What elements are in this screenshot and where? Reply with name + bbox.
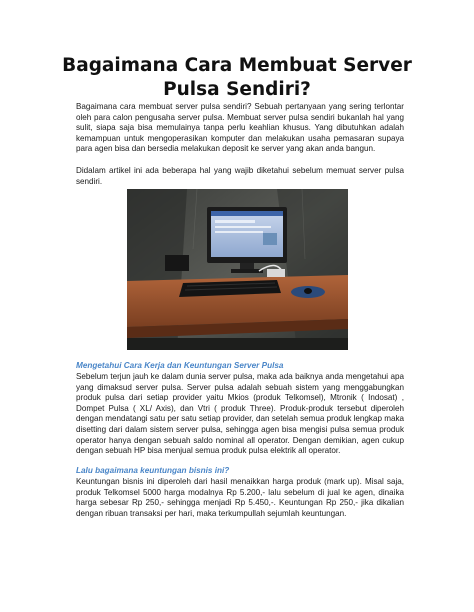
title-line-1: Bagaimana Cara Membuat Server [62, 55, 412, 76]
computer-desk-photo [127, 189, 348, 350]
title-line-2: Pulsa Sendiri? [163, 79, 311, 100]
section-2-paragraph: Keuntungan bisnis ini diperoleh dari hasil menaikkan harga produk (mark up). Misal saja, produk Telkomsel 5000 harga modalnya Rp 5.200,- lalu sebelum di jual ke agen, dinaika harga sebesar Rp 250,- sehingga menjadi Rp 5.450,-. Keuntungan Rp 250,- jika dikalian dengan ribuan transaksi per hari, maka terkumpullah sejumlah keuntungan. [76, 477, 404, 518]
intro-paragraph: Bagaimana cara membuat server pulsa sendiri? Sebuah pertanyaan yang sering terlontar oleh para calon pengusaha server pulsa. Membuat server pulsa sendiri bukanlah hal yang sulit, siapa saja bisa memulainya tanpa perlu keahlian khusus. Yang dibutuhkan adalah kemampuan untuk mengoperasikan komputer dan melakukan usaha pemasaran supaya para agen bisa dan bersedia melakukan deposit ke server yang akan anda bangun. [76, 102, 404, 154]
intro-paragraph-2: Didalam artikel ini ada beberapa hal yang wajib diketahui sebelum memuat server pulsa sendiri. [76, 166, 404, 186]
section-heading-2: Lalu bagaimana keuntungan bisnis ini? [76, 466, 230, 475]
page-title [60, 54, 414, 102]
section-1-paragraph: Sebelum terjun jauh ke dalam dunia server pulsa, maka ada baiknya anda mengetahui apa yang dimaksud server pulsa. Server pulsa adalah sebuah sistem yang menggabungkan produk pulsa dari setiap provider yaitu Mkios (produk Telkomsel), Mtronik ( Indosat) , Dompet Pulsa ( XL/ Axis), dan Vtri ( produk Three). Produk-produk tersebut diperoleh dengan mendatangi satu per satu setiap provider, dan setelah semua produk lengkap maka disetting dari dalam sistem server pulsa, sehingga agen bisa mengisi pulsa semua produk operator hanya dengan sebuah saldo nominal all operator. Dengan demikian, agen cukup dengan sebuah HP bisa menjual semua produk pulsa elektrik all operator. [76, 372, 405, 456]
section-heading-1: Mengetahui Cara Kerja dan Keuntungan Server Pulsa [76, 361, 284, 370]
